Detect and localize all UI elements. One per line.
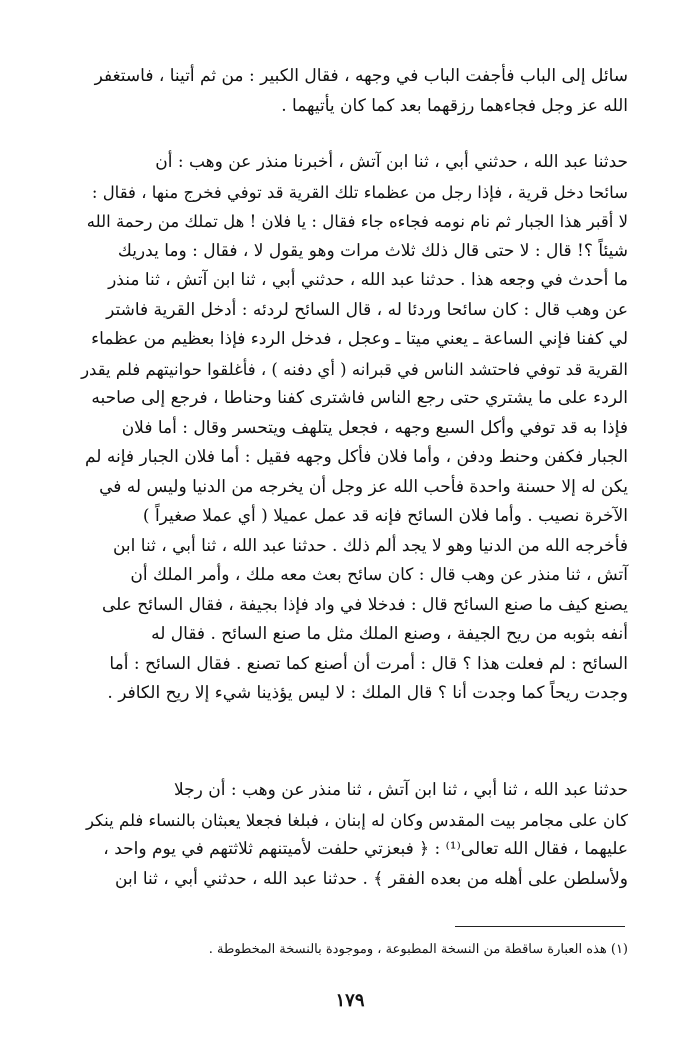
text-line: الله عز وجل فجاءهما رزقهما بعد كما كان يأتيهما . [281, 95, 628, 116]
page-number: ١٧٩ [335, 990, 365, 1011]
text-line: سائحا دخل قرية ، فإذا رجل من عظماء تلك القرية قد توفي فخرج منها ، فقال : [91, 182, 628, 202]
text-line: يكن له إلا حسنة واحدة فأحب الله عز وجل أن يخرجه من الدنيا وليس له في [99, 476, 628, 497]
paragraph-2 [80, 148, 628, 709]
text-line: عن وهب قال : كان سائحا وردئا له ، قال السائح لردئه : أدخل القرية فاشتر [106, 299, 628, 320]
text-line: لي كفنا فإني الساعة ـ يعني ميتا ـ وعجل ، فدخل الردء فإذا بعظيم من عظماء [91, 329, 628, 349]
footnote-divider [455, 926, 625, 927]
text-line: ولأسلطن على أهله من بعده الفقر ﴾ . حدثنا عبد الله ، حدثني أبي ، ثنا ابن [115, 868, 628, 889]
text-line: ما أحدث في وجعه هذا . حدثنا عبد الله ، حدثني أبي ، ثنا ابن آتش ، ثنا منذر [108, 270, 628, 290]
text-line: آتش ، ثنا منذر عن وهب قال : كان سائح بعث معه ملك ، وأمر الملك أن [130, 565, 628, 585]
text-line: الآخرة نصيب . وأما فلان السائح فإنه قد عمل عميلا ( أي عملا صغيراً ) [142, 506, 628, 526]
paragraph-3 [80, 776, 628, 894]
text-line: الجبار فكفن وحنط ودفن ، وأما فلان فأكل وجهه فقيل : أما فلان الجبار فإنه لم [84, 447, 628, 467]
text-line: شيئاً ؟! قال : لا حتى قال ذلك ثلاث مرات وهو يقول لا ، فقال : وما يدريك [117, 240, 628, 261]
text-line: الردء على ما يشتري حتى رجع الناس فاشترى كفنا وحناطا ، فرجع إلى صاحبه [91, 388, 628, 408]
text-line: عليهما ، فقال الله تعالى⁽¹⁾ : ﴿ فبعزتي حلفت لأميتنهم ثلاثتهم في يوم واحد ، [103, 839, 628, 859]
text-line: أنفه بثوبه من ريح الجيفة ، وصنع الملك مثل ما صنع السائح . فقال له [151, 624, 628, 644]
text-line: حدثنا عبد الله ، حدثني أبي ، ثنا ابن آتش ، أخبرنا منذر عن وهب : أن [155, 152, 628, 172]
paragraph-1 [80, 62, 628, 121]
text-line: وجدت ريحاً كما وجدت أنا ؟ قال الملك : لا ليس يؤذينا شيء إلا ريح الكافر . [107, 683, 628, 703]
text-line: القرية قد توفي فاحتشد الناس في قبرانه ( أي دفنه ) ، فأغلقوا حوانيتهم فلم يقدر [81, 359, 628, 379]
text-line: سائل إلى الباب فأجفت الباب في وجهه ، فقال الكبير : من ثم أتينا ، فاستغفر [94, 66, 628, 86]
text-line: فإذا به قد توفي وأكل السبع وجهه ، فجعل يتلهف ويتحسر وقال : أما فلان [121, 417, 628, 438]
text-line: كان على مجامر بيت المقدس وكان له إبنان ، فبلغا فجعلا يعبثان بالنساء فلم ينكر [85, 810, 628, 830]
footnote: (١) هذه العبارة ساقطة من النسخة المطبوعة ، وموجودة بالنسخة المخطوطة . [208, 942, 628, 957]
text-line: السائح : لم فعلت هذا ؟ قال : أمرت أن أصنع كما تصنع . فقال السائح : أما [109, 653, 628, 674]
text-line: لا أقبر هذا الجبار ثم نام نومه فجاءه جاء فقال : يا فلان ! هل تملك من رحمة الله [86, 212, 628, 231]
text-line: حدثنا عبد الله ، ثنا أبي ، ثنا ابن آتش ، ثنا منذر عن وهب : أن رجلا [173, 780, 628, 800]
text-line: يصنع كيف ما صنع السائح قال : فدخلا في واد فإذا بجيفة ، فقال السائح على [101, 594, 628, 615]
text-line: فأخرجه الله من الدنيا وهو لا يجد ألم ذلك . حدثنا عبد الله ، ثنا أبي ، ثنا ابن [112, 535, 628, 556]
